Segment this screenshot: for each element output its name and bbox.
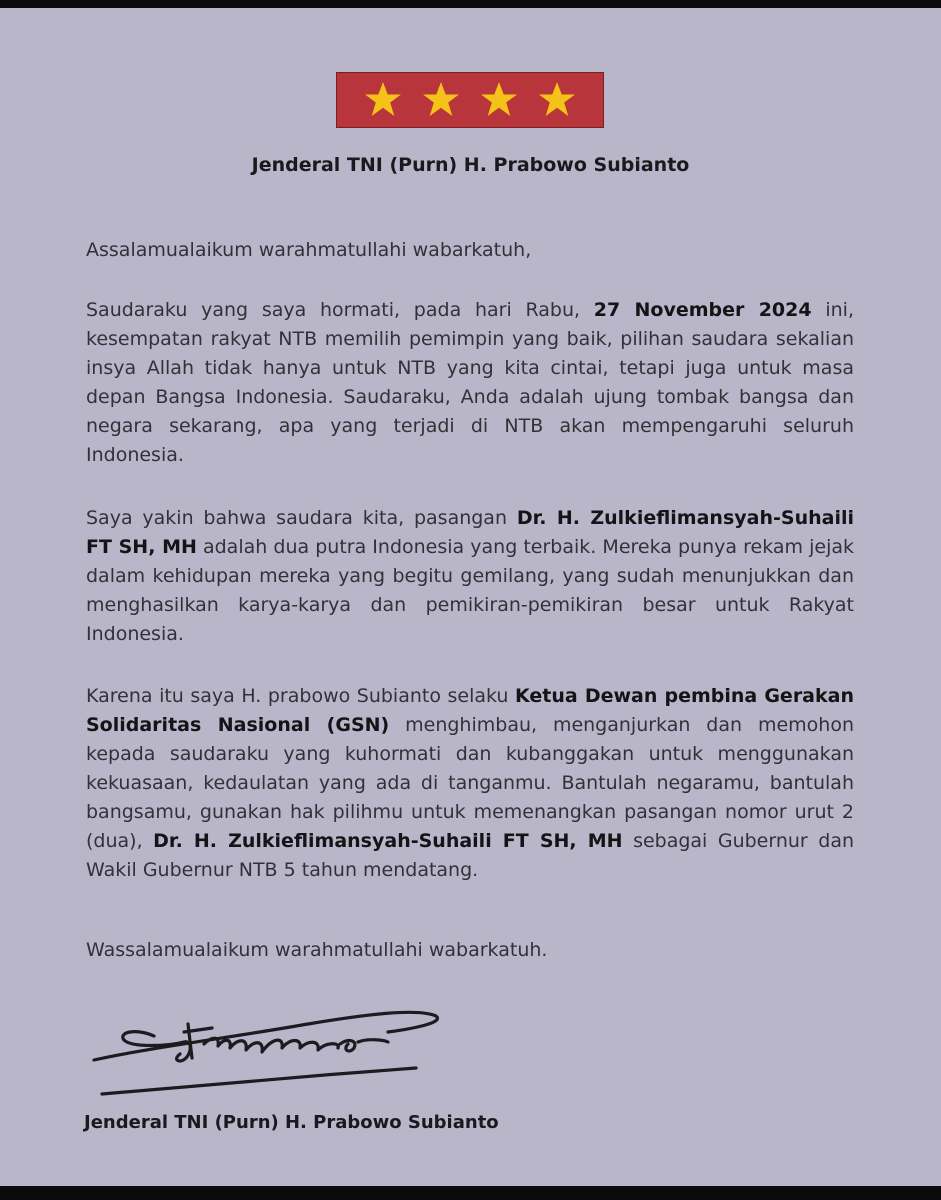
letter-page (0, 8, 941, 1186)
star-icon (363, 80, 403, 120)
candidate-names: Dr. H. Zulkieflimansyah-Suhaili FT SH, MH (153, 830, 623, 852)
paragraph-1 (86, 296, 854, 470)
letterhead-title: Jenderal TNI (Purn) H. Prabowo Subianto (251, 154, 690, 176)
handwritten-signature (88, 998, 448, 1108)
paragraph-3-text-b: menghimbau, menganjurkan dan memohon kepada saudaraku yang kuhormati dan kubanggakan untuk menggunakan kekuasaan, kedaulatan yang ada di tanganmu. Bantulah negaramu, bantulah bangsamu, gunakan hak pilihmu untuk memenangkan pasangan nomor urut 2 (dua), (86, 714, 854, 852)
paragraph-1-text-a: Saudaraku yang saya hormati, pada hari Rabu, (86, 299, 594, 321)
signer-name: Jenderal TNI (Purn) H. Prabowo Subianto (84, 1112, 499, 1133)
four-star-flag-emblem (336, 72, 604, 128)
star-icon (537, 80, 577, 120)
paragraph-3-text-a: Karena itu saya H. prabowo Subianto selaku (86, 685, 515, 707)
star-icon (479, 80, 519, 120)
paragraph-1-text-b: ini, kesempatan rakyat NTB memilih pemimpin yang baik, pilihan saudara sekalian insya Allah tidak hanya untuk NTB yang kita cintai, tetapi juga untuk masa depan Bangsa Indonesia. Saudaraku, Anda adalah ujung tombak bangsa dan negara sekarang, apa yang terjadi di NTB akan mempengaruhi seluruh Indonesia. (86, 299, 854, 466)
closing-salutation: Wassalamualaikum warahmatullahi wabarkatuh. (86, 939, 548, 961)
candidate-names: Dr. H. Zulkieflimansyah-Suhaili FT SH, MH (86, 507, 854, 558)
paragraph-2-text-a: Saya yakin bahwa saudara kita, pasangan (86, 507, 517, 529)
paragraph-2 (86, 504, 854, 649)
star-icon (421, 80, 461, 120)
paragraph-3 (86, 682, 854, 885)
paragraph-2-text-b: adalah dua putra Indonesia yang terbaik. Mereka punya rekam jejak dalam kehidupan mereka yang begitu gemilang, yang sudah menunjukkan dan menghasilkan karya-karya dan pemikiran-pemikiran besar untuk Rakyat Indonesia. (86, 536, 854, 645)
election-date: 27 November 2024 (593, 299, 812, 321)
greeting: Assalamualaikum warahmatullahi wabarkatuh, (86, 239, 532, 261)
paragraph-3-text-c: sebagai Gubernur dan Wakil Gubernur NTB 5 tahun mendatang. (86, 830, 855, 881)
council-role: Ketua Dewan pembina Gerakan Solidaritas Nasional (GSN) (86, 685, 854, 736)
